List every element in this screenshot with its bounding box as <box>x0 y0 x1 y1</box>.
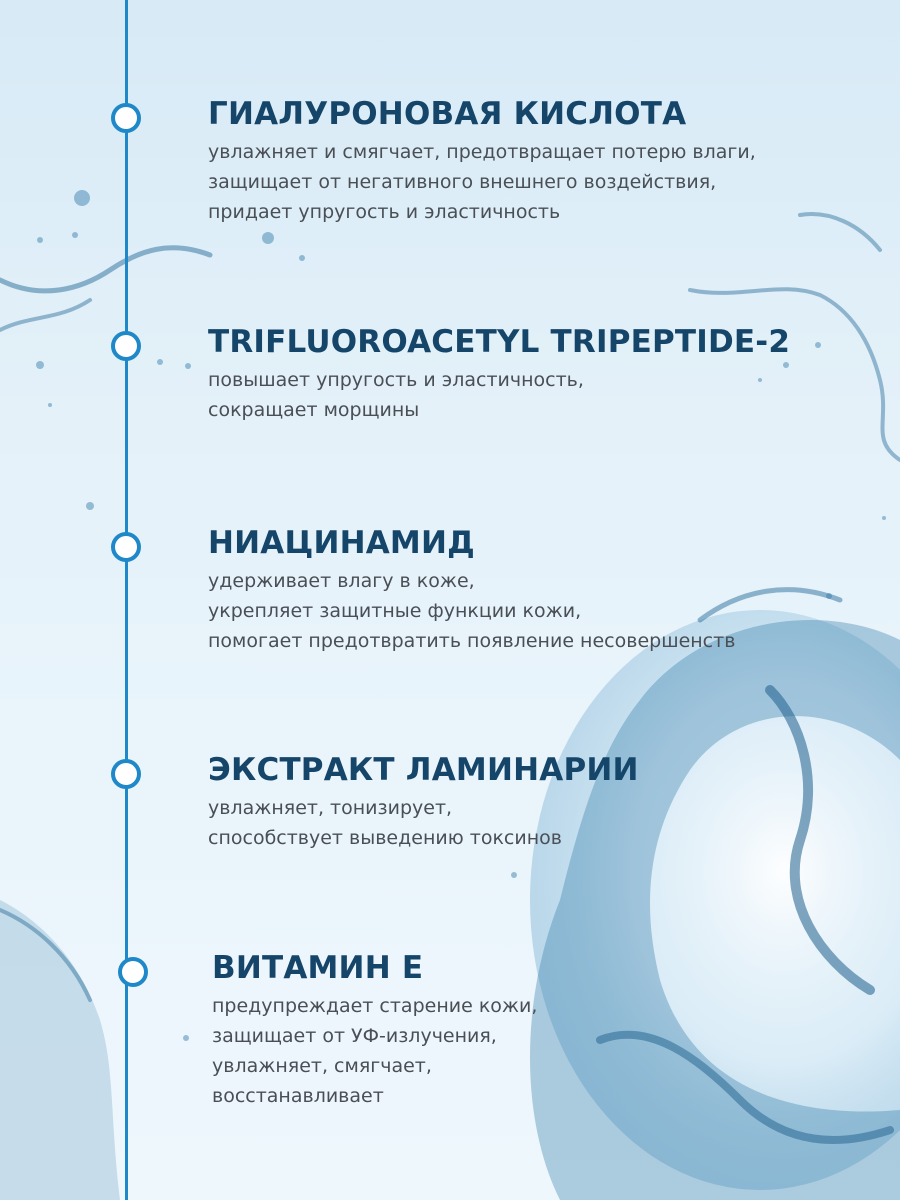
description-line: защищает от негативного внешнего воздействия, <box>208 171 717 193</box>
description-line: предупреждает старение кожи, <box>212 995 538 1017</box>
ingredient-tripeptide <box>208 323 888 425</box>
ingredient-hyaluronic-acid <box>208 95 888 227</box>
ingredient-description <box>212 991 892 1111</box>
description-line: восстанавливает <box>212 1085 384 1107</box>
description-line: укрепляет защитные функции кожи, <box>208 600 582 622</box>
ingredient-title: ЭКСТРАКТ ЛАМИНАРИИ <box>208 752 639 788</box>
description-line: придает упругость и эластичность <box>208 201 561 223</box>
description-line: увлажняет и смягчает, предотвращает потерю влаги, <box>208 141 756 163</box>
timeline-node <box>118 957 148 987</box>
ingredient-description <box>208 566 888 656</box>
ingredient-niacinamide <box>208 524 888 656</box>
ingredient-description <box>208 137 888 227</box>
ingredient-title: НИАЦИНАМИД <box>208 525 475 561</box>
timeline-node <box>111 103 141 133</box>
description-line: увлажняет, тонизирует, <box>208 797 453 819</box>
ingredient-vitamin-e <box>212 949 892 1111</box>
timeline-node <box>111 331 141 361</box>
description-line: сокращает морщины <box>208 399 420 421</box>
description-line: помогает предотвратить появление несовершенств <box>208 630 736 652</box>
timeline-node <box>111 532 141 562</box>
timeline-node <box>111 759 141 789</box>
ingredient-title: ГИАЛУРОНОВАЯ КИСЛОТА <box>208 96 687 132</box>
description-line: удерживает влагу в коже, <box>208 570 475 592</box>
description-line: увлажняет, смягчает, <box>212 1055 432 1077</box>
description-line: способствует выведению токсинов <box>208 827 562 849</box>
ingredient-title: TRIFLUOROACETYL TRIPEPTIDE-2 <box>208 324 791 360</box>
ingredient-description <box>208 365 888 425</box>
ingredient-description <box>208 793 888 853</box>
timeline-line <box>125 0 128 1200</box>
ingredient-laminaria-extract <box>208 751 888 853</box>
ingredient-title: ВИТАМИН Е <box>212 950 424 986</box>
description-line: защищает от УФ-излучения, <box>212 1025 497 1047</box>
description-line: повышает упругость и эластичность, <box>208 369 584 391</box>
